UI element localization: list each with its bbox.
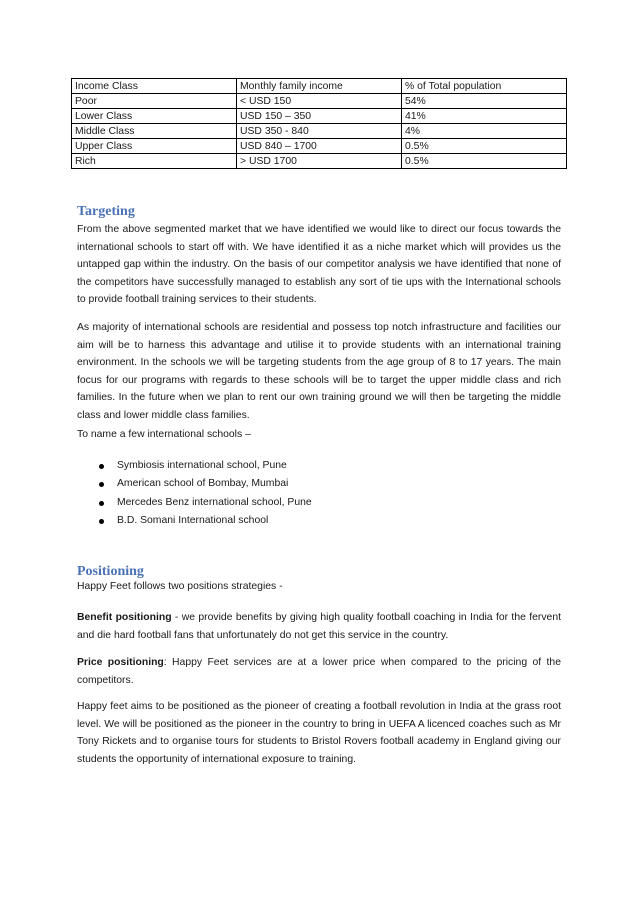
table-cell: 41% bbox=[402, 109, 567, 124]
table-row bbox=[72, 109, 567, 124]
table-header-row bbox=[72, 79, 567, 94]
table-header-cell: Income Class bbox=[72, 79, 237, 94]
targeting-heading: Targeting bbox=[77, 204, 135, 219]
bullet-icon bbox=[99, 519, 104, 524]
positioning-heading: Positioning bbox=[77, 564, 144, 579]
benefit-positioning-text: - we provide benefits by giving high quality football coaching in India for the fervent and die hard football fans that unfortunately do not get this service in the country. bbox=[77, 612, 561, 641]
table-cell: USD 840 – 1700 bbox=[237, 139, 402, 154]
table-cell: Rich bbox=[72, 154, 237, 169]
table-cell: Upper Class bbox=[72, 139, 237, 154]
benefit-positioning-paragraph bbox=[77, 609, 561, 644]
school-name: B.D. Somani International school bbox=[117, 515, 269, 527]
bullet-icon bbox=[99, 464, 104, 469]
bullet-icon bbox=[99, 501, 104, 506]
positioning-closing-paragraph: Happy feet aims to be positioned as the pioneer of creating a football revolution in India at the grass root level. We will be positioned as the pioneer in the country to bring in UEFA A licenced coaches such as Mr Tony Rickets and to organise tours for students to Bristol Rovers football academy in England giving our students the opportunity of international exposure to training. bbox=[77, 701, 561, 765]
table-cell: USD 150 – 350 bbox=[237, 109, 402, 124]
price-positioning-label: Price positioning bbox=[77, 657, 164, 668]
table-cell: > USD 1700 bbox=[237, 154, 402, 169]
price-positioning-paragraph bbox=[77, 654, 561, 689]
table-row bbox=[72, 124, 567, 139]
table-header-cell: % of Total population bbox=[402, 79, 567, 94]
income-class-table bbox=[71, 78, 567, 169]
list-item bbox=[77, 457, 312, 475]
list-item bbox=[77, 475, 312, 493]
targeting-paragraph-2: As majority of international schools are residential and possess top notch infrastructure and facilities our aim will be to harness this advantage and utilise it to provide students with an international training environment. In the schools we will be targeting students from the age group of 8 to 17 years. The main focus for our programs with regards to these schools will be to target the upper middle class and rich families. In the future when we plan to rent our own training ground we will then be targeting the middle class and lower middle class families. bbox=[77, 322, 561, 421]
table-cell: 0.5% bbox=[402, 154, 567, 169]
table-cell: Poor bbox=[72, 94, 237, 109]
table-cell: USD 350 - 840 bbox=[237, 124, 402, 139]
list-item bbox=[77, 512, 312, 530]
table-cell: 4% bbox=[402, 124, 567, 139]
table-cell: 54% bbox=[402, 94, 567, 109]
bullet-icon bbox=[99, 482, 104, 487]
table-cell: Middle Class bbox=[72, 124, 237, 139]
table-cell: < USD 150 bbox=[237, 94, 402, 109]
positioning-intro: Happy Feet follows two positions strategies - bbox=[77, 581, 283, 592]
table-row bbox=[72, 94, 567, 109]
benefit-positioning-label: Benefit positioning bbox=[77, 612, 172, 623]
list-item bbox=[77, 494, 312, 512]
school-name: Mercedes Benz international school, Pune bbox=[117, 496, 312, 508]
table-row bbox=[72, 154, 567, 169]
targeting-paragraph-1: From the above segmented market that we have identified we would like to direct our focus towards the international schools to start off with. We have identified it as a niche market which will provides us the untapped gap within the industry. On the basis of our competitor analysis we have identified that none of the competitors have successfully managed to establish any sort of tie ups with the International schools to provide football training services to their students. bbox=[77, 224, 561, 306]
price-positioning-text: : Happy Feet services are at a lower price when compared to the pricing of the competitors. bbox=[77, 657, 561, 686]
school-name: American school of Bombay, Mumbai bbox=[117, 478, 289, 490]
school-name: Symbiosis international school, Pune bbox=[117, 460, 287, 471]
table-header-cell: Monthly family income bbox=[237, 79, 402, 94]
schools-list bbox=[77, 457, 312, 531]
table-cell: 0.5% bbox=[402, 139, 567, 154]
table-cell: Lower Class bbox=[72, 109, 237, 124]
schools-intro: To name a few international schools – bbox=[77, 429, 251, 440]
table-row bbox=[72, 139, 567, 154]
